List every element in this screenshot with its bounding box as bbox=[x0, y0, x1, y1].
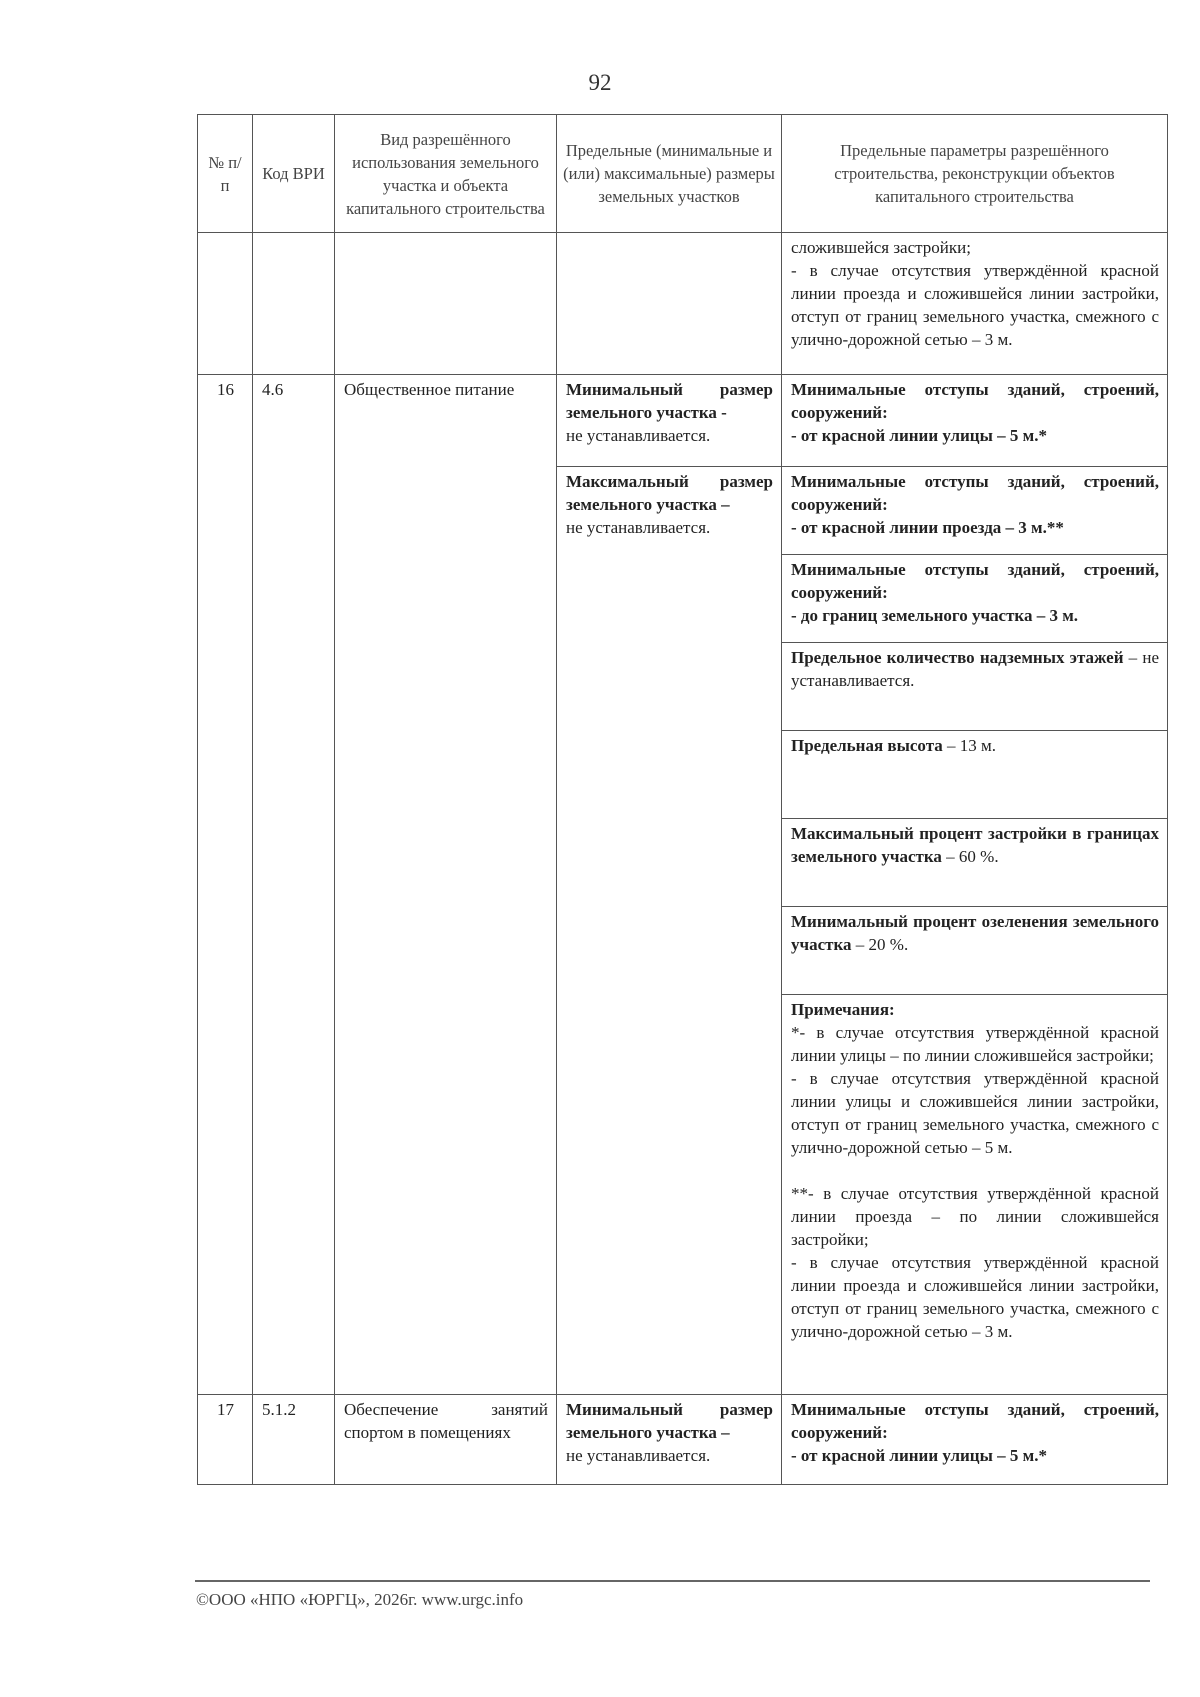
row16-max-size bbox=[557, 467, 782, 1395]
continuation-paragraph: - в случае отсутствия утверждённой красной линии проезда и сложившейся линии застройки, отступ от границ земельного участка, смежного с улично-дорожной сетью – 3 м. bbox=[791, 261, 1159, 349]
row16-notes bbox=[782, 995, 1168, 1395]
row16-param-red-line-passage bbox=[782, 467, 1168, 555]
zoning-table bbox=[197, 114, 1168, 1485]
table-header-row bbox=[198, 115, 1168, 233]
row16-min-size bbox=[557, 375, 782, 467]
notes-title: Примечания: bbox=[791, 1000, 895, 1019]
row16-min-size-value: не устанавливается. bbox=[566, 426, 711, 445]
row17-code: 5.1.2 bbox=[253, 1395, 335, 1485]
row16-param-detail: - от красной линии проезда – 3 м.** bbox=[791, 518, 1064, 537]
row17-param-title: Минимальные отступы зданий, строений, сооружений: bbox=[791, 1400, 1159, 1442]
row17-param-detail: - от красной линии улицы – 5 м.* bbox=[791, 1446, 1047, 1465]
row16-param-green-percent: Минимальный процент озеленения земельного участка – 20 %. bbox=[782, 907, 1168, 995]
note-item: - в случае отсутствия утверждённой красной линии проезда и сложившейся линии застройки, отступ от границ земельного участка, смежного с улично-дорожной сетью – 3 м. bbox=[791, 1253, 1159, 1341]
row17-use: Обеспечение занятий спортом в помещениях bbox=[335, 1395, 557, 1485]
row16-code: 4.6 bbox=[253, 375, 335, 1395]
row16-use: Общественное питание bbox=[335, 375, 557, 1395]
header-params: Предельные параметры разрешённого строительства, реконструкции объектов капитального строительства bbox=[782, 115, 1168, 233]
table-row bbox=[198, 233, 1168, 375]
row16-param-title: Минимальные отступы зданий, строений, сооружений: bbox=[791, 472, 1159, 514]
row17-min-size-title: Минимальный размер земельного участка – bbox=[566, 1400, 773, 1442]
row16-num: 16 bbox=[198, 375, 253, 1395]
header-size: Предельные (минимальные и (или) максимальные) размеры земельных участков bbox=[557, 115, 782, 233]
continuation-cell bbox=[782, 233, 1168, 375]
row16-param-detail: - до границ земельного участка – 3 м. bbox=[791, 606, 1079, 625]
row17-param-red-line-street bbox=[782, 1395, 1168, 1485]
row16-param-plot-border bbox=[782, 555, 1168, 643]
row16-max-size-value: не устанавливается. bbox=[566, 518, 711, 537]
note-item: - в случае отсутствия утверждённой красной линии улицы и сложившейся линии застройки, отступ от границ земельного участка, смежного с улично-дорожной сетью – 5 м. bbox=[791, 1069, 1159, 1157]
row16-max-size-title: Максимальный размер земельного участка – bbox=[566, 472, 773, 514]
note-item: **- в случае отсутствия утверждённой красной линии проезда – по линии сложившейся застройки; bbox=[791, 1184, 1159, 1249]
header-code: Код ВРИ bbox=[253, 115, 335, 233]
footer-copyright: ©ООО «НПО «ЮРГЦ», 2026г. www.urgc.info bbox=[196, 1590, 524, 1609]
row16-param-red-line-street bbox=[782, 375, 1168, 467]
row16-param-title: Минимальные отступы зданий, строений, сооружений: bbox=[791, 380, 1159, 422]
row17-min-size bbox=[557, 1395, 782, 1485]
row16-param-detail: - от красной линии улицы – 5 м.* bbox=[791, 426, 1047, 445]
table-row bbox=[198, 375, 1168, 467]
row16-param-floors: Предельное количество надземных этажей – не устанавливается. bbox=[782, 643, 1168, 731]
continuation-line: сложившейся застройки; bbox=[791, 238, 971, 257]
header-num: № п/п bbox=[198, 115, 253, 233]
row17-min-size-value: не устанавливается. bbox=[566, 1446, 711, 1465]
row16-param-height: Предельная высота – 13 м. bbox=[782, 731, 1168, 819]
header-use: Вид разрешённого использования земельного участка и объекта капитального строительства bbox=[335, 115, 557, 233]
row17-num: 17 bbox=[198, 1395, 253, 1485]
footer-divider bbox=[195, 1580, 1150, 1582]
note-item: *- в случае отсутствия утверждённой красной линии улицы – по линии сложившейся застройки; bbox=[791, 1023, 1159, 1065]
row16-param-building-percent: Максимальный процент застройки в границах земельного участка – 60 %. bbox=[782, 819, 1168, 907]
row16-param-title: Минимальные отступы зданий, строений, сооружений: bbox=[791, 560, 1159, 602]
page-number: 92 bbox=[588, 70, 612, 95]
table-row bbox=[198, 1395, 1168, 1485]
row16-min-size-title: Минимальный размер земельного участка - bbox=[566, 380, 773, 422]
